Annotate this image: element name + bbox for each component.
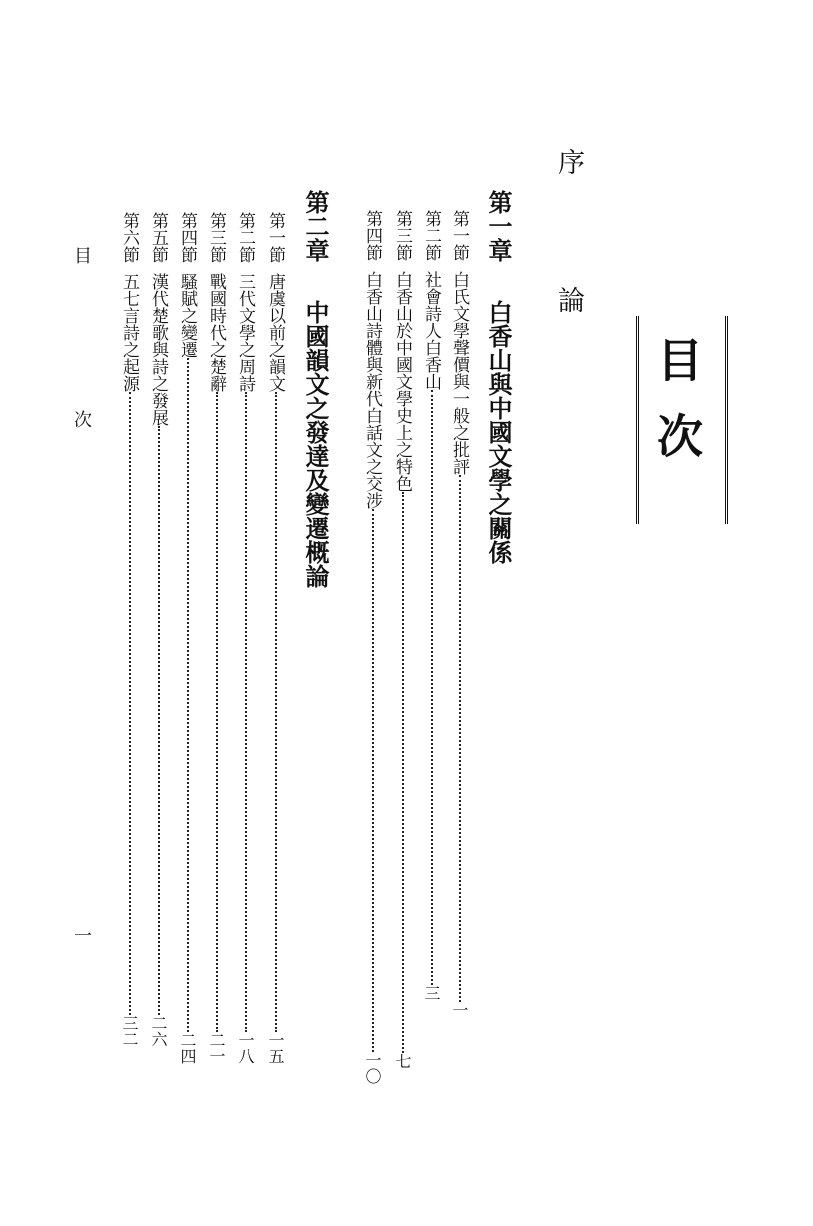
toc-entry[interactable] <box>263 212 288 1064</box>
section-label: 第六節 <box>119 212 139 263</box>
page-number: 一〇 <box>363 1052 382 1084</box>
section-label: 第二節 <box>235 212 255 263</box>
section-label: 第二節 <box>421 210 441 261</box>
section-title: 社會詩人白香山 <box>421 271 441 390</box>
leader-dots <box>216 392 218 1032</box>
page-number: 二四 <box>178 1032 197 1064</box>
section-title: 戰國時代之楚辭 <box>206 273 226 392</box>
section-title: 五七言詩之起源 <box>119 273 139 392</box>
section-title: 騷賦之變遷 <box>177 273 197 358</box>
page-title: 目次 <box>650 336 704 488</box>
page-number: 一五 <box>266 1032 285 1064</box>
toc-entry[interactable] <box>419 210 444 1001</box>
leader-dots <box>372 509 374 1052</box>
toc-entry[interactable] <box>175 212 200 1064</box>
section-label: 第四節 <box>177 212 197 263</box>
section-label: 第三節 <box>206 212 226 263</box>
section-title: 白氏文學聲價與一般之批評 <box>449 271 469 475</box>
section-title: 三代文學之周詩 <box>235 273 255 392</box>
running-head: 目 次 <box>71 246 92 492</box>
leader-dots <box>129 392 131 1015</box>
toc-entry[interactable] <box>447 210 472 1018</box>
page-number: 七 <box>393 1053 412 1069</box>
chapter-2-title: 中國韻文之發達及變遷概論 <box>301 300 330 588</box>
leader-dots <box>245 392 247 1032</box>
section-title: 白香山詩體與新代白話文之交涉 <box>362 271 382 509</box>
section-title: 漢代楚歌與詩之發展 <box>148 273 168 426</box>
preface-char-2: 論 <box>553 286 584 313</box>
toc-entry[interactable] <box>204 212 229 1064</box>
preface-char-1: 序 <box>553 148 584 175</box>
page-number: 二六 <box>149 1015 168 1047</box>
leader-dots <box>158 426 160 1015</box>
chapter-1-label: 第一章 <box>484 190 513 262</box>
section-title: 白香山於中國文學史上之特色 <box>392 271 412 492</box>
section-label: 第一節 <box>449 210 469 261</box>
page-number: 一 <box>450 1002 469 1018</box>
toc-entry[interactable] <box>146 212 171 1047</box>
page-number: 一八 <box>236 1032 255 1064</box>
leader-dots <box>402 492 404 1053</box>
section-label: 第五節 <box>148 212 168 263</box>
chapter-1-title: 白香山與中國文學之關係 <box>484 300 513 564</box>
section-label: 第一節 <box>265 212 285 263</box>
leader-dots <box>459 475 461 1002</box>
page-number: 三二 <box>120 1015 139 1047</box>
page-number: 二一 <box>207 1032 226 1064</box>
section-label: 第四節 <box>362 210 382 261</box>
section-title: 唐虞以前之韻文 <box>265 273 285 392</box>
page-folio: 一 <box>71 926 92 944</box>
toc-entry[interactable] <box>233 212 258 1064</box>
chapter-2-label: 第二章 <box>301 190 330 262</box>
toc-entry[interactable] <box>117 212 142 1047</box>
leader-dots <box>275 392 277 1032</box>
page-number: 三 <box>422 985 441 1001</box>
section-label: 第三節 <box>392 210 412 261</box>
toc-entry[interactable] <box>360 210 385 1084</box>
leader-dots <box>431 390 433 985</box>
toc-entry[interactable] <box>390 210 415 1069</box>
leader-dots <box>187 358 189 1032</box>
